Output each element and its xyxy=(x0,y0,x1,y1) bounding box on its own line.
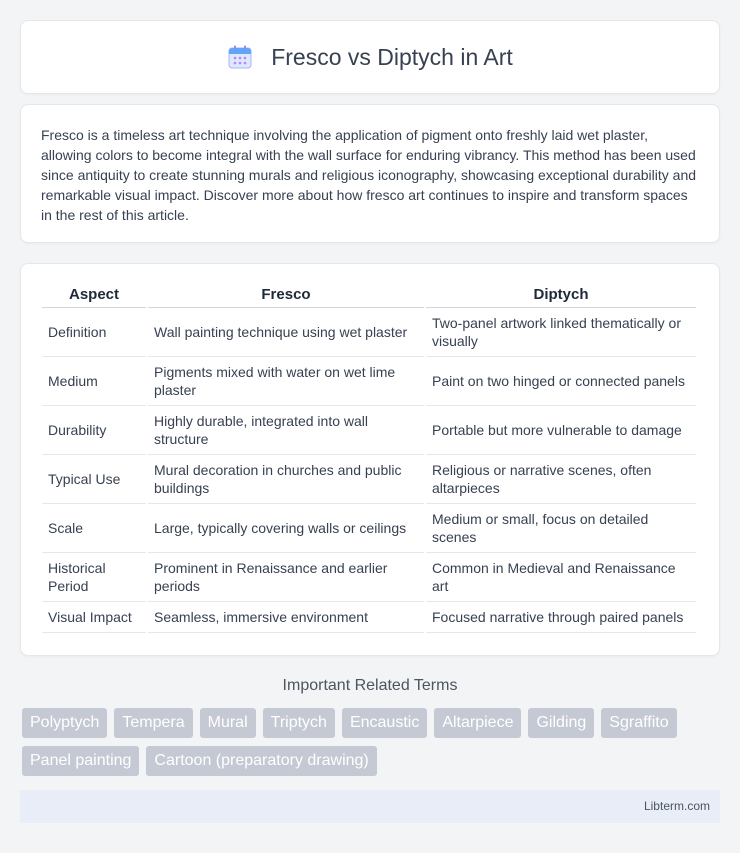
tag-sgraffito[interactable]: Sgraffito xyxy=(601,708,676,738)
header-aspect: Aspect xyxy=(42,282,146,308)
related-terms-heading: Important Related Terms xyxy=(282,677,458,694)
cell-diptych: Common in Medieval and Renaissance art xyxy=(426,553,696,602)
comparison-card xyxy=(20,263,720,656)
cell-fresco: Seamless, immersive environment xyxy=(148,602,424,633)
cell-aspect: Definition xyxy=(42,308,146,357)
tag-mural[interactable]: Mural xyxy=(200,708,256,738)
cell-diptych: Religious or narrative scenes, often altarpieces xyxy=(426,455,696,504)
cell-diptych: Paint on two hinged or connected panels xyxy=(426,357,696,406)
cell-fresco: Prominent in Renaissance and earlier periods xyxy=(148,553,424,602)
cell-diptych: Focused narrative through paired panels xyxy=(426,602,696,633)
cell-aspect: Scale xyxy=(42,504,146,553)
cell-aspect: Typical Use xyxy=(42,455,146,504)
comparison-table xyxy=(40,282,698,633)
cell-aspect: Visual Impact xyxy=(42,602,146,633)
table-row xyxy=(42,602,696,633)
title-card xyxy=(20,20,720,94)
cell-aspect: Historical Period xyxy=(42,553,146,602)
cell-diptych: Two-panel artwork linked thematically or visually xyxy=(426,308,696,357)
footer xyxy=(20,790,720,823)
cell-diptych: Portable but more vulnerable to damage xyxy=(426,406,696,455)
table-row xyxy=(42,406,696,455)
calendar-icon xyxy=(227,44,253,70)
cell-fresco: Mural decoration in churches and public buildings xyxy=(148,455,424,504)
tag-encaustic[interactable]: Encaustic xyxy=(342,708,427,738)
related-terms-list xyxy=(22,708,722,776)
tag-altarpiece[interactable]: Altarpiece xyxy=(434,708,521,738)
header-diptych: Diptych xyxy=(426,282,696,308)
tag-polyptych[interactable]: Polyptych xyxy=(22,708,107,738)
table-row xyxy=(42,553,696,602)
cell-fresco: Large, typically covering walls or ceilings xyxy=(148,504,424,553)
table-row xyxy=(42,308,696,357)
table-header-row xyxy=(42,282,696,308)
cell-aspect: Durability xyxy=(42,406,146,455)
cell-fresco: Pigments mixed with water on wet lime plaster xyxy=(148,357,424,406)
cell-diptych: Medium or small, focus on detailed scenes xyxy=(426,504,696,553)
header-fresco: Fresco xyxy=(148,282,424,308)
cell-aspect: Medium xyxy=(42,357,146,406)
cell-fresco: Highly durable, integrated into wall structure xyxy=(148,406,424,455)
intro-card xyxy=(20,104,720,243)
tag-cartoon[interactable]: Cartoon (preparatory drawing) xyxy=(146,746,376,776)
cell-fresco: Wall painting technique using wet plaster xyxy=(148,308,424,357)
page-title: Fresco vs Diptych in Art xyxy=(271,43,513,70)
table-row xyxy=(42,455,696,504)
tag-triptych[interactable]: Triptych xyxy=(263,708,335,738)
intro-text: Fresco is a timeless art technique involving the application of pigment onto freshly laid wet plaster, allowing colors to become integral with the wall surface for enduring vibrancy. This method has been used since antiquity to create stunning murals and religious iconography, showcasing exceptional durability and remarkable visual impact. Discover more about how fresco art continues to inspire and transform spaces in the rest of this article. xyxy=(41,127,697,223)
tag-tempera[interactable]: Tempera xyxy=(114,708,192,738)
tag-panel-painting[interactable]: Panel painting xyxy=(22,746,139,776)
footer-site-link[interactable]: Libterm.com xyxy=(643,799,710,813)
table-row xyxy=(42,357,696,406)
table-row xyxy=(42,504,696,553)
tag-gilding[interactable]: Gilding xyxy=(528,708,594,738)
